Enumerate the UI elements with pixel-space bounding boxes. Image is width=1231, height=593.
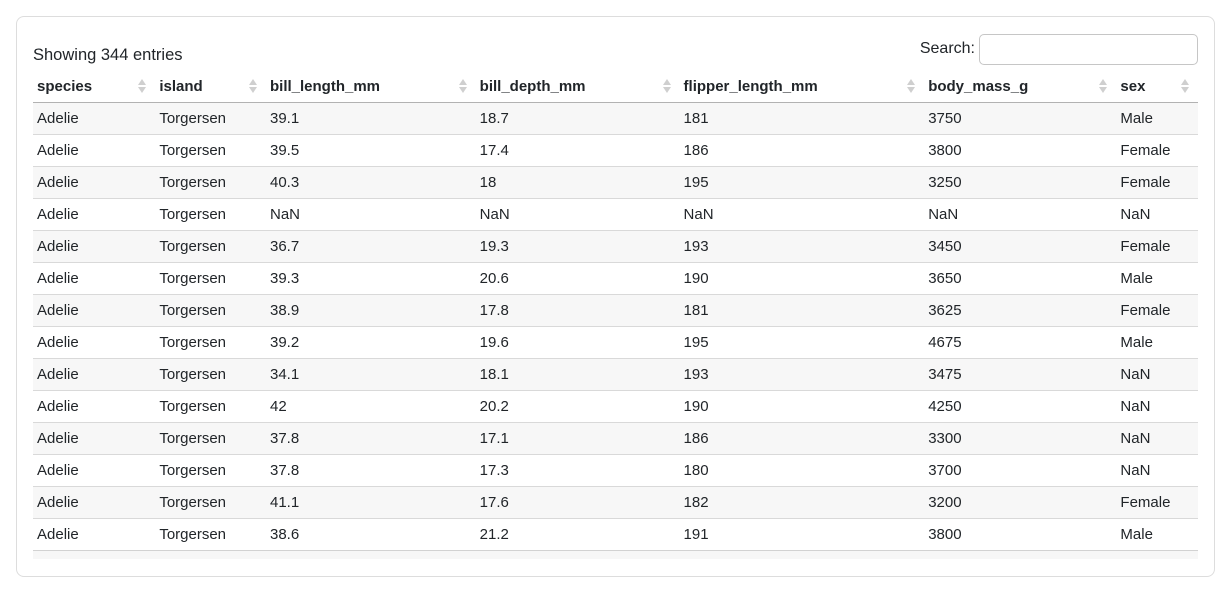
table-header (33, 71, 1198, 102)
table-cell: Torgersen (159, 365, 227, 383)
column-header-bill_depth_mm[interactable] (476, 71, 680, 102)
table-cell: NaN (1120, 429, 1151, 447)
column-header-island[interactable] (155, 71, 266, 102)
table-cell: 3800 (928, 141, 962, 159)
table-cell: Torgersen (159, 237, 227, 255)
table-cell: Male (1120, 109, 1153, 127)
table-cell: 39.3 (269, 269, 300, 287)
table-row (33, 390, 1198, 422)
table-cell: 21.2 (479, 525, 509, 543)
table-cell: 190 (683, 397, 709, 415)
table-cell: Torgersen (159, 461, 227, 479)
table-cell: Torgersen (159, 333, 227, 351)
table-cell: 18.1 (479, 365, 509, 383)
table-row (33, 294, 1198, 326)
table-cell: 3750 (928, 109, 962, 127)
table-cell: 18.7 (479, 109, 509, 127)
table-row (33, 486, 1198, 518)
table-cell: 17.6 (479, 493, 509, 511)
table-cell: NaN (1120, 365, 1151, 383)
table-cell: 20.2 (479, 397, 509, 415)
table-cell: NaN (928, 205, 959, 223)
entries-count-text: Showing 344 entries (33, 46, 183, 64)
table-cell: 3250 (928, 173, 962, 191)
table-cell: Adelie (37, 461, 79, 479)
table-cell: Torgersen (159, 301, 227, 319)
table-row (33, 454, 1198, 486)
table-cell: 4250 (928, 397, 962, 415)
table-cell: NaN (479, 205, 510, 223)
table-cell: Torgersen (159, 141, 227, 159)
table-cell: Female (1120, 173, 1171, 191)
table-cell: Torgersen (159, 269, 227, 287)
table-cell: Adelie (37, 365, 79, 383)
table-header-row (33, 71, 1198, 102)
table-cell: 36.7 (269, 237, 300, 255)
table-cell: Adelie (37, 205, 79, 223)
table-cell: 3625 (928, 301, 962, 319)
table-cell: Adelie (37, 173, 79, 191)
table-cell: 17.8 (479, 301, 509, 319)
table-cell: 195 (683, 173, 709, 191)
sort-arrows-icon (907, 79, 915, 93)
column-header-species[interactable] (33, 71, 155, 102)
table-row (33, 422, 1198, 454)
table-cell: Torgersen (159, 525, 227, 543)
table-cell: Adelie (37, 493, 79, 511)
table-cell: 3200 (928, 493, 962, 511)
column-header-flipper_length_mm[interactable] (680, 71, 925, 102)
table-cell: 181 (683, 301, 709, 319)
table-cell: 37.8 (269, 429, 300, 447)
column-header-sex[interactable] (1116, 71, 1198, 102)
table-cell: Torgersen (159, 173, 227, 191)
table-cell: 3800 (928, 525, 962, 543)
table-cell: Torgersen (159, 493, 227, 511)
column-header-label: species (37, 77, 93, 95)
table-cell: 41.1 (269, 493, 300, 511)
table-cell: 186 (683, 141, 709, 159)
sort-arrows-icon (1181, 79, 1189, 93)
table-cell: 182 (683, 493, 709, 511)
table-cell: 19.3 (479, 237, 509, 255)
table-cell: Adelie (37, 269, 79, 287)
penguins-table (33, 71, 1198, 550)
table-cell: Torgersen (159, 205, 227, 223)
search-container (920, 34, 1198, 65)
table-cell: 18 (479, 173, 497, 191)
sort-arrows-icon (138, 79, 146, 93)
sort-arrows-icon (459, 79, 467, 93)
table-cell: 19.6 (479, 333, 509, 351)
table-row (33, 358, 1198, 390)
table-cell: NaN (1120, 397, 1151, 415)
sort-arrows-icon (249, 79, 257, 93)
table-cell: 195 (683, 333, 709, 351)
search-input[interactable] (979, 34, 1198, 65)
table-cell: Torgersen (159, 109, 227, 127)
table-cell: Torgersen (159, 397, 227, 415)
table-cell: 3475 (928, 365, 962, 383)
column-header-body_mass_g[interactable] (924, 71, 1116, 102)
table-cell: 181 (683, 109, 709, 127)
table-cell: 4675 (928, 333, 962, 351)
table-cell: 3700 (928, 461, 962, 479)
sort-arrows-icon (1099, 79, 1107, 93)
column-header-label: bill_length_mm (269, 77, 381, 95)
column-header-label: flipper_length_mm (683, 77, 818, 95)
column-header-label: body_mass_g (928, 77, 1029, 95)
table-cell: NaN (269, 205, 300, 223)
table-cell: 190 (683, 269, 709, 287)
table-cell: Adelie (37, 429, 79, 447)
table-cell: 191 (683, 525, 709, 543)
table-cell: Adelie (37, 397, 79, 415)
table-cell: Male (1120, 525, 1153, 543)
table-body (33, 102, 1198, 550)
table-cell: 17.1 (479, 429, 509, 447)
table-cell: 3650 (928, 269, 962, 287)
table-cell: 3450 (928, 237, 962, 255)
table-row (33, 166, 1198, 198)
table-cell: 20.6 (479, 269, 509, 287)
table-cell: Female (1120, 141, 1171, 159)
table-cell: Female (1120, 301, 1171, 319)
table-row (33, 102, 1198, 134)
table-toolbar (33, 31, 1198, 67)
datatable-card (16, 16, 1215, 577)
column-header-label: bill_depth_mm (479, 77, 586, 95)
table-row (33, 262, 1198, 294)
table-cell: 39.5 (269, 141, 300, 159)
table-cell: Adelie (37, 333, 79, 351)
table-cell: 17.3 (479, 461, 509, 479)
table-cell: 39.2 (269, 333, 300, 351)
table-cell: 38.6 (269, 525, 300, 543)
table-cell: NaN (683, 205, 714, 223)
table-row (33, 326, 1198, 358)
table-cell: NaN (1120, 461, 1151, 479)
table-cell: 34.1 (269, 365, 300, 383)
table-cell: Male (1120, 269, 1153, 287)
column-header-bill_length_mm[interactable] (266, 71, 476, 102)
table-cell: 37.8 (269, 461, 300, 479)
table-cell: Torgersen (159, 429, 227, 447)
table-cell: Adelie (37, 109, 79, 127)
table-cell: 180 (683, 461, 709, 479)
search-label: Search: (919, 40, 975, 57)
table-cell: 186 (683, 429, 709, 447)
table-cell: Female (1120, 493, 1171, 511)
table-cell: 39.1 (269, 109, 300, 127)
table-cell: NaN (1120, 205, 1151, 223)
table-row (33, 518, 1198, 550)
table-cell: 193 (683, 237, 709, 255)
table-row (33, 134, 1198, 166)
sort-arrows-icon (663, 79, 671, 93)
table-cell: Adelie (37, 301, 79, 319)
table-row (33, 198, 1198, 230)
table-scroll-area (33, 71, 1198, 560)
table-cell: Female (1120, 237, 1171, 255)
table-row (33, 230, 1198, 262)
clipped-next-row (33, 550, 1198, 559)
table-cell: 3300 (928, 429, 962, 447)
column-header-label: sex (1120, 77, 1146, 95)
table-cell: Adelie (37, 237, 79, 255)
table-cell: 38.9 (269, 301, 300, 319)
table-cell: Adelie (37, 141, 79, 159)
table-cell: 193 (683, 365, 709, 383)
table-cell: Adelie (37, 525, 79, 543)
table-cell: 42 (269, 397, 287, 415)
table-cell: 40.3 (269, 173, 300, 191)
column-header-label: island (159, 77, 203, 95)
table-cell: Male (1120, 333, 1153, 351)
table-cell: 17.4 (479, 141, 509, 159)
